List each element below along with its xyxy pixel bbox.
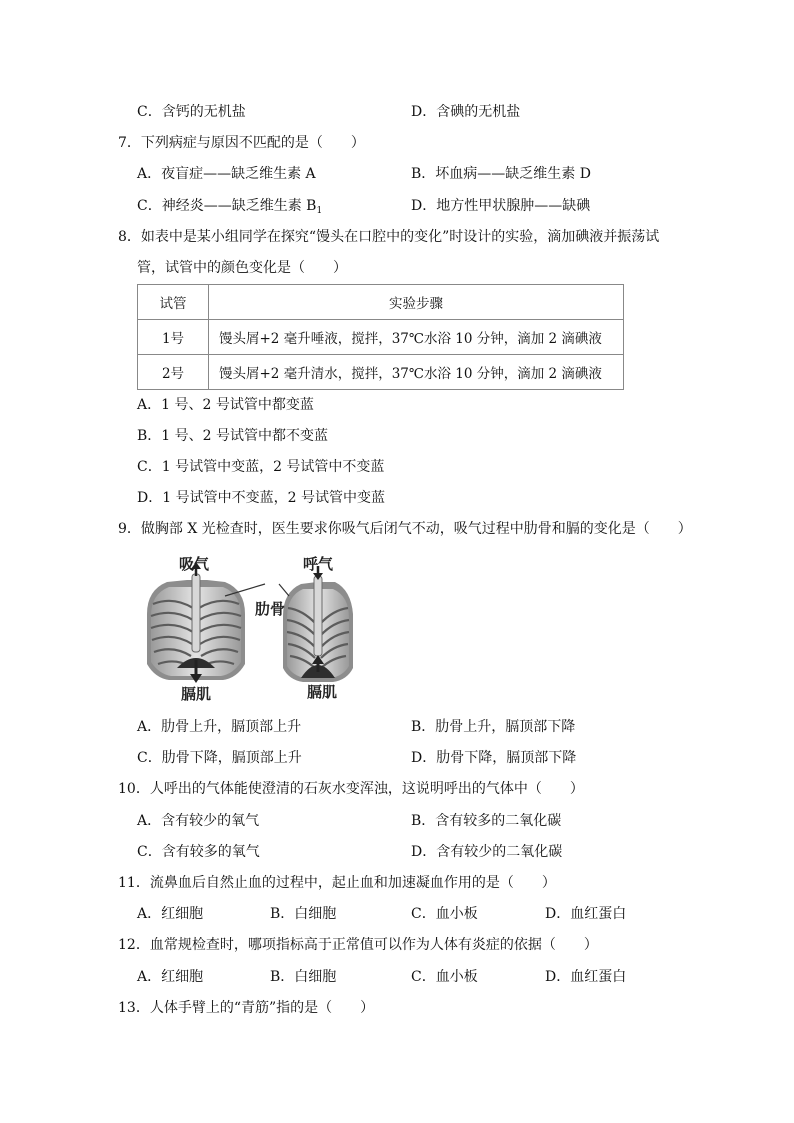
table-cell-tube: 2号 (138, 355, 209, 390)
q8-option-b: B．1 号、2 号试管中都不变蓝 (137, 428, 329, 444)
q10-stem: 10．人呼出的气体能使澄清的石灰水变浑浊，这说明呼出的气体中（ ） (118, 781, 584, 797)
q13-stem: 13．人体手臂上的“青筋”指的是（ ） (118, 1000, 375, 1016)
q11-option-b: B．白细胞 (270, 906, 337, 922)
q7-option-b: B．坏血病——缺乏维生素 D (411, 166, 591, 182)
q10-option-b: B．含有较多的二氧化碳 (411, 813, 562, 829)
exhale-ribcage (283, 576, 353, 682)
q9-option-a: A．肋骨上升，膈顶部上升 (137, 719, 302, 735)
q12-stem: 12．血常规检查时，哪项指标高于正常值可以作为人体有炎症的依据（ ） (118, 937, 598, 953)
q9-option-b: B．肋骨上升，膈顶部下降 (411, 719, 576, 735)
q10-option-a: A．含有较少的氧气 (137, 813, 260, 829)
q7-option-d: D．地方性甲状腺肿——缺碘 (411, 198, 591, 214)
q8-option-d: D．1 号试管中不变蓝，2 号试管中变蓝 (137, 490, 385, 506)
table-row (138, 320, 624, 355)
q8-stem-line2: 管，试管中的颜色变化是（ ） (137, 260, 347, 276)
q8-stem-line1: 8．如表中是某小组同学在探究“馒头在口腔中的变化”时设计的实验，滴加碘液并振荡试 (118, 229, 660, 245)
q6-option-d: D．含碘的无机盐 (411, 104, 521, 120)
table-header-row (138, 285, 624, 320)
q7-option-a: A．夜盲症——缺乏维生素 A (137, 166, 316, 182)
label-inhale: 吸气 (179, 555, 210, 573)
q7-option-c-text: C．神经炎——缺乏维生素 B (137, 198, 317, 214)
label-diaphragm-exhale: 膈肌 (307, 683, 338, 701)
q6-option-c: C．含钙的无机盐 (137, 104, 246, 120)
label-rib: 肋骨 (255, 600, 286, 618)
q11-option-a: A．红细胞 (137, 906, 204, 922)
table-cell-steps: 馒头屑+2 毫升唾液，搅拌，37℃水浴 10 分钟，滴加 2 滴碘液 (209, 320, 624, 355)
q8-option-c: C．1 号试管中变蓝，2 号试管中不变蓝 (137, 459, 385, 475)
label-exhale: 呼气 (303, 555, 334, 573)
table-row (138, 355, 624, 390)
q9-stem: 9．做胸部 X 光检查时，医生要求你吸气后闭气不动，吸气过程中肋骨和膈的变化是（ ） (118, 521, 692, 537)
q10-option-d: D．含有较少的二氧化碳 (411, 844, 563, 860)
q8-option-a: A．1 号、2 号试管中都变蓝 (137, 397, 314, 413)
table-header-steps: 实验步骤 (209, 285, 624, 320)
q11-stem: 11．流鼻血后自然止血的过程中，起止血和加速凝血作用的是（ ） (118, 875, 556, 891)
rib-pointer-line-right (279, 584, 289, 596)
table-cell-steps: 馒头屑+2 毫升清水，搅拌，37℃水浴 10 分钟，滴加 2 滴碘液 (209, 355, 624, 390)
ribcage-breathing-figure (137, 552, 397, 702)
q7-option-c-subscript: 1 (316, 206, 323, 216)
table-header-tube: 试管 (138, 285, 209, 320)
inhale-ribcage (147, 574, 245, 683)
q7-option-c (137, 196, 322, 221)
q11-option-c: C．血小板 (411, 906, 478, 922)
q7-stem: 7．下列病症与原因不匹配的是（ ） (118, 135, 365, 151)
label-diaphragm-inhale: 膈肌 (181, 685, 212, 702)
q12-option-d: D．血红蛋白 (545, 969, 627, 985)
table-cell-tube: 1号 (138, 320, 209, 355)
q12-option-a: A．红细胞 (137, 969, 204, 985)
q9-option-c: C．肋骨下降，膈顶部上升 (137, 750, 302, 766)
q12-option-b: B．白细胞 (270, 969, 337, 985)
q8-experiment-table (137, 284, 624, 390)
q11-option-d: D．血红蛋白 (545, 906, 627, 922)
q12-option-c: C．血小板 (411, 969, 478, 985)
q9-option-d: D．肋骨下降，膈顶部下降 (411, 750, 577, 766)
q10-option-c: C．含有较多的氧气 (137, 844, 260, 860)
